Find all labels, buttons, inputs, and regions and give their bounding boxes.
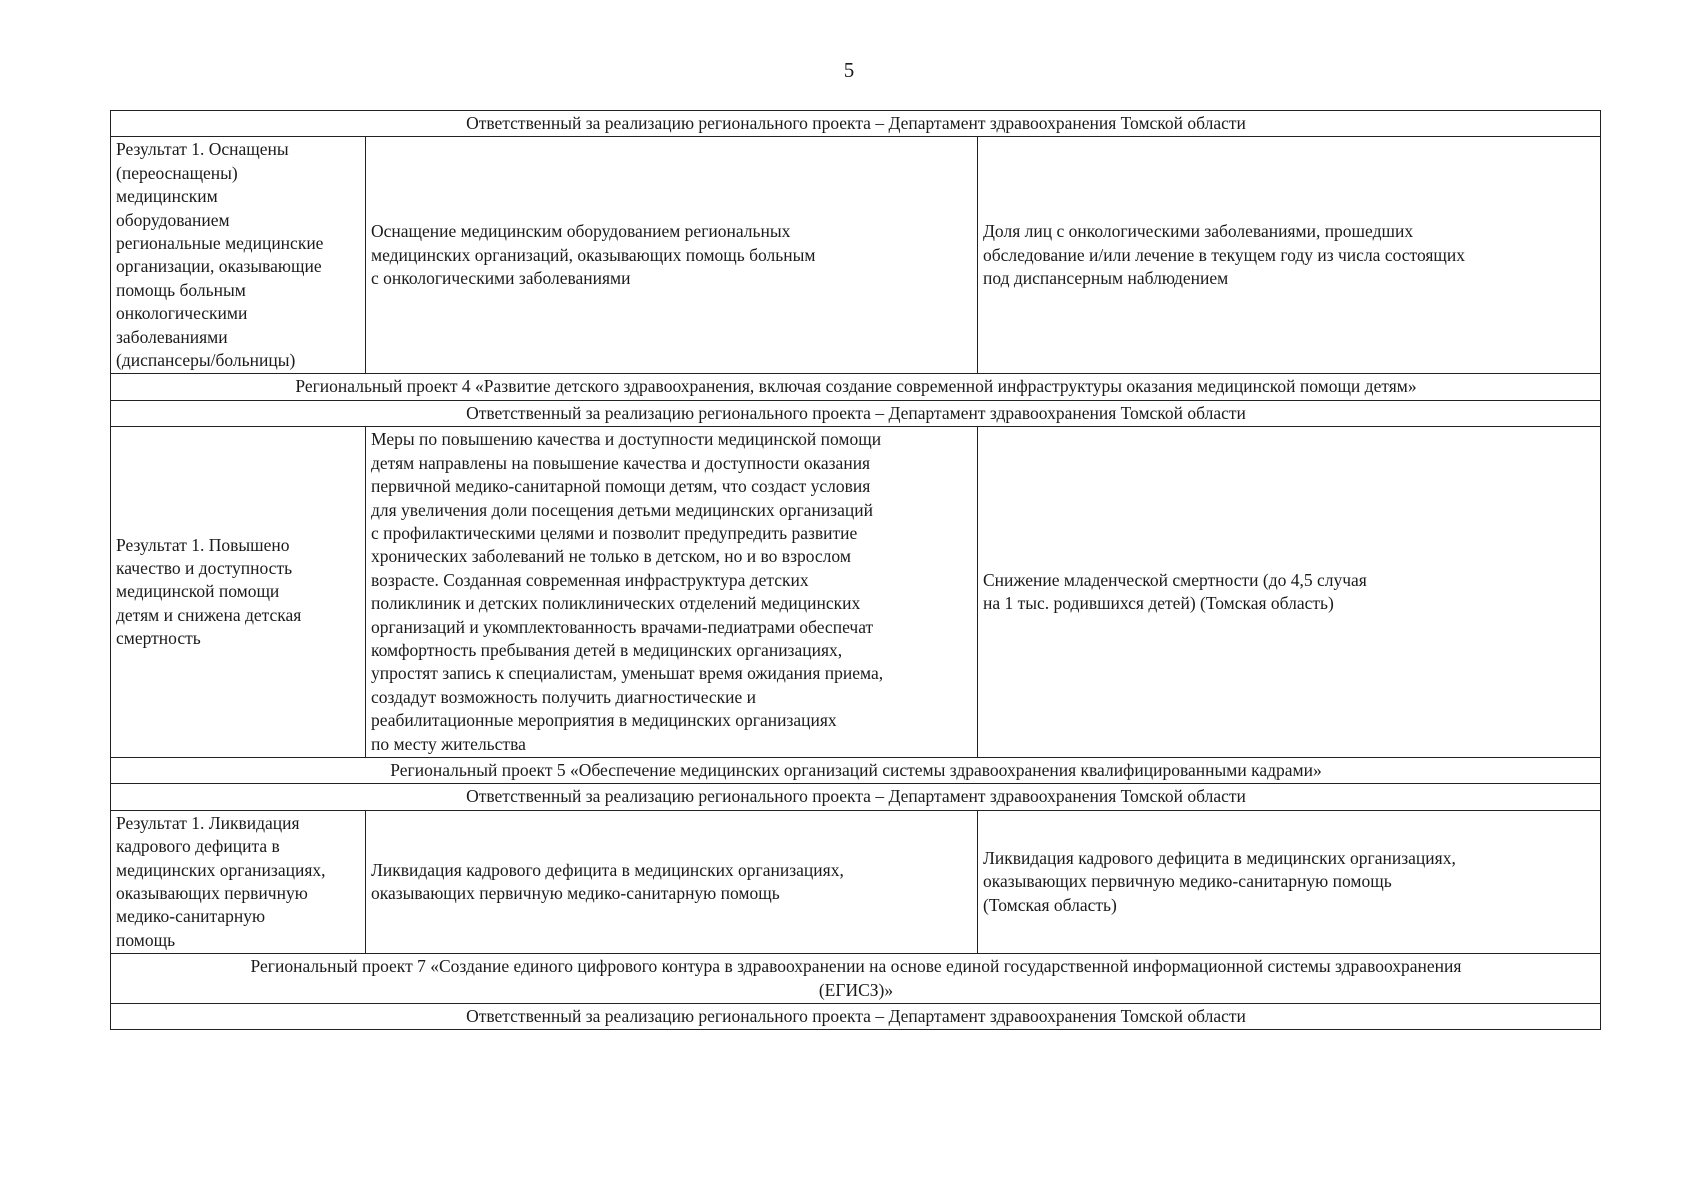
table-row bbox=[111, 1004, 1601, 1030]
responsible-row: Ответственный за реализацию регионального проекта – Департамент здравоохранения Томской области bbox=[111, 784, 1601, 810]
table-row bbox=[111, 757, 1601, 783]
project-heading-row: Региональный проект 5 «Обеспечение медицинских организаций системы здравоохранения квалифицированными кадрами» bbox=[111, 757, 1601, 783]
table-row bbox=[111, 137, 1601, 374]
project-heading-row: Региональный проект 4 «Развитие детского здравоохранения, включая создание современной инфраструктуры оказания медицинской помощи детям» bbox=[111, 374, 1601, 400]
responsible-row: Ответственный за реализацию регионального проекта – Департамент здравоохранения Томской области bbox=[111, 111, 1601, 137]
project-heading-row: Региональный проект 7 «Создание единого цифрового контура в здравоохранении на основе единой государственной информационной системы здравоохранения (ЕГИСЗ)» bbox=[111, 954, 1601, 1004]
indicator-cell: Ликвидация кадрового дефицита в медицинских организациях, оказывающих первичную медико-санитарную помощь (Томская область) bbox=[978, 810, 1601, 953]
responsible-row: Ответственный за реализацию регионального проекта – Департамент здравоохранения Томской области bbox=[111, 400, 1601, 426]
indicator-cell: Снижение младенческой смертности (до 4,5 случая на 1 тыс. родившихся детей) (Томская область) bbox=[978, 427, 1601, 758]
table-row bbox=[111, 427, 1601, 758]
table-row bbox=[111, 400, 1601, 426]
result-cell: Результат 1. Оснащены (переоснащены) медицинским оборудованием региональные медицинские организации, оказывающие помощь больным онкологическими заболеваниями (диспансеры/больницы) bbox=[111, 137, 366, 374]
measure-cell: Оснащение медицинским оборудованием региональных медицинских организаций, оказывающих помощь больным с онкологическими заболеваниями bbox=[366, 137, 978, 374]
result-cell: Результат 1. Ликвидация кадрового дефицита в медицинских организациях, оказывающих первичную медико-санитарную помощь bbox=[111, 810, 366, 953]
measure-cell: Ликвидация кадрового дефицита в медицинских организациях, оказывающих первичную медико-санитарную помощь bbox=[366, 810, 978, 953]
page-number: 5 bbox=[843, 58, 855, 82]
responsible-row: Ответственный за реализацию регионального проекта – Департамент здравоохранения Томской области bbox=[111, 1004, 1601, 1030]
table-row bbox=[111, 810, 1601, 953]
result-cell: Результат 1. Повышено качество и доступность медицинской помощи детям и снижена детская смертность bbox=[111, 427, 366, 758]
table-row bbox=[111, 111, 1601, 137]
table-row bbox=[111, 374, 1601, 400]
table-row bbox=[111, 784, 1601, 810]
table-row bbox=[111, 954, 1601, 1004]
measure-cell: Меры по повышению качества и доступности медицинской помощи детям направлены на повышение качества и доступности оказания первичной медико-санитарной помощи детям, что создаст условия для увеличения доли посещения детьми медицинских организаций с профилактическими целями и позволит предупредить развитие хронических заболеваний не только в детском, но и во взрослом возрасте. Созданная современная инфраструктура детских поликлиник и детских поликлинических отделений медицинских организаций и укомплектованность врачами-педиатрами обеспечат комфортность пребывания детей в медицинских организациях, упростят запись к специалистам, уменьшат время ожидания приема, создадут возможность получить диагностические и реабилитационные мероприятия в медицинских организациях по месту жительства bbox=[366, 427, 978, 758]
projects-table bbox=[110, 110, 1601, 1030]
indicator-cell: Доля лиц с онкологическими заболеваниями, прошедших обследование и/или лечение в текущем году из числа состоящих под диспансерным наблюдением bbox=[978, 137, 1601, 374]
